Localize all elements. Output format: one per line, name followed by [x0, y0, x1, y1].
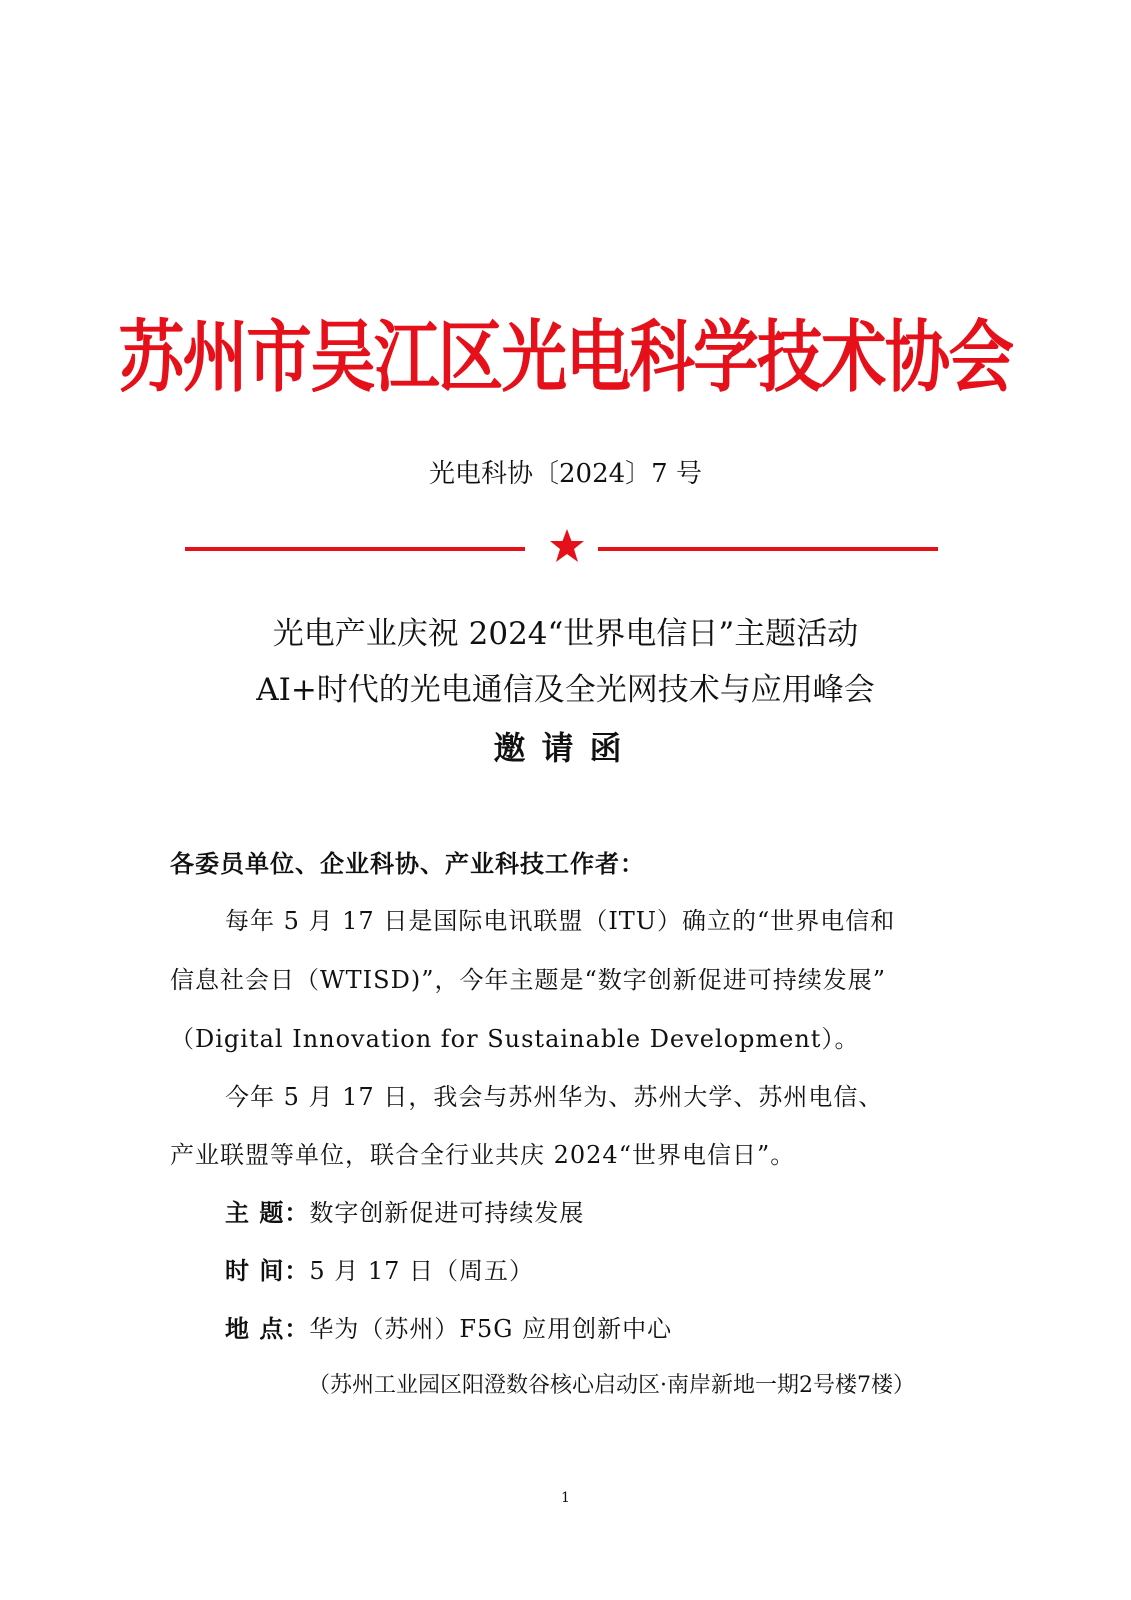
place-value: 华为（苏州）F5G 应用创新中心 [309, 1315, 673, 1343]
salutation: 各委员单位、企业科协、产业科技工作者： [170, 849, 645, 878]
theme-label: 主 题： [225, 1198, 310, 1227]
theme-row [225, 1195, 584, 1231]
theme-value: 数字创新促进可持续发展 [309, 1199, 585, 1227]
paragraph-1-line-3: （Digital Innovation for Sustainable Development）。 [170, 1025, 860, 1053]
paragraph-2-line-1: 今年 5 月 17 日，我会与苏州华为、苏州大学、苏州电信、 [225, 1083, 884, 1111]
time-value: 5 月 17 日（周五） [309, 1257, 535, 1285]
star-icon [548, 527, 586, 565]
paragraph-2-line-2: 产业联盟等单位，联合全行业共庆 2024“世界电信日”。 [170, 1141, 796, 1169]
left-divider-line [185, 547, 525, 551]
place-label: 地 点： [225, 1314, 310, 1343]
venue-address: （苏州工业园区阳澄数谷核心启动区·南岸新地一期2号楼7楼） [308, 1373, 915, 1398]
heading-line-2: AI+时代的光电通信及全光网技术与应用峰会 [256, 672, 875, 708]
paragraph-1-line-1: 每年 5 月 17 日是国际电讯联盟（ITU）确立的“世界电信和 [225, 907, 896, 935]
paragraph-1-line-2: 信息社会日（WTISD)”，今年主题是“数字创新促进可持续发展” [170, 966, 887, 994]
document-number: 光电科协〔2024〕7 号 [429, 459, 702, 489]
time-label: 时 间： [225, 1256, 310, 1285]
right-divider-line [598, 547, 938, 551]
heading-invitation: 邀请函 [493, 729, 638, 767]
time-row [225, 1253, 534, 1289]
page-number: 1 [561, 1490, 570, 1506]
org-masthead: 苏州市吴江区光电科学技术协会 [118, 313, 1013, 403]
heading-line-1: 光电产业庆祝 2024“世界电信日”主题活动 [272, 616, 859, 652]
place-row [225, 1311, 672, 1347]
